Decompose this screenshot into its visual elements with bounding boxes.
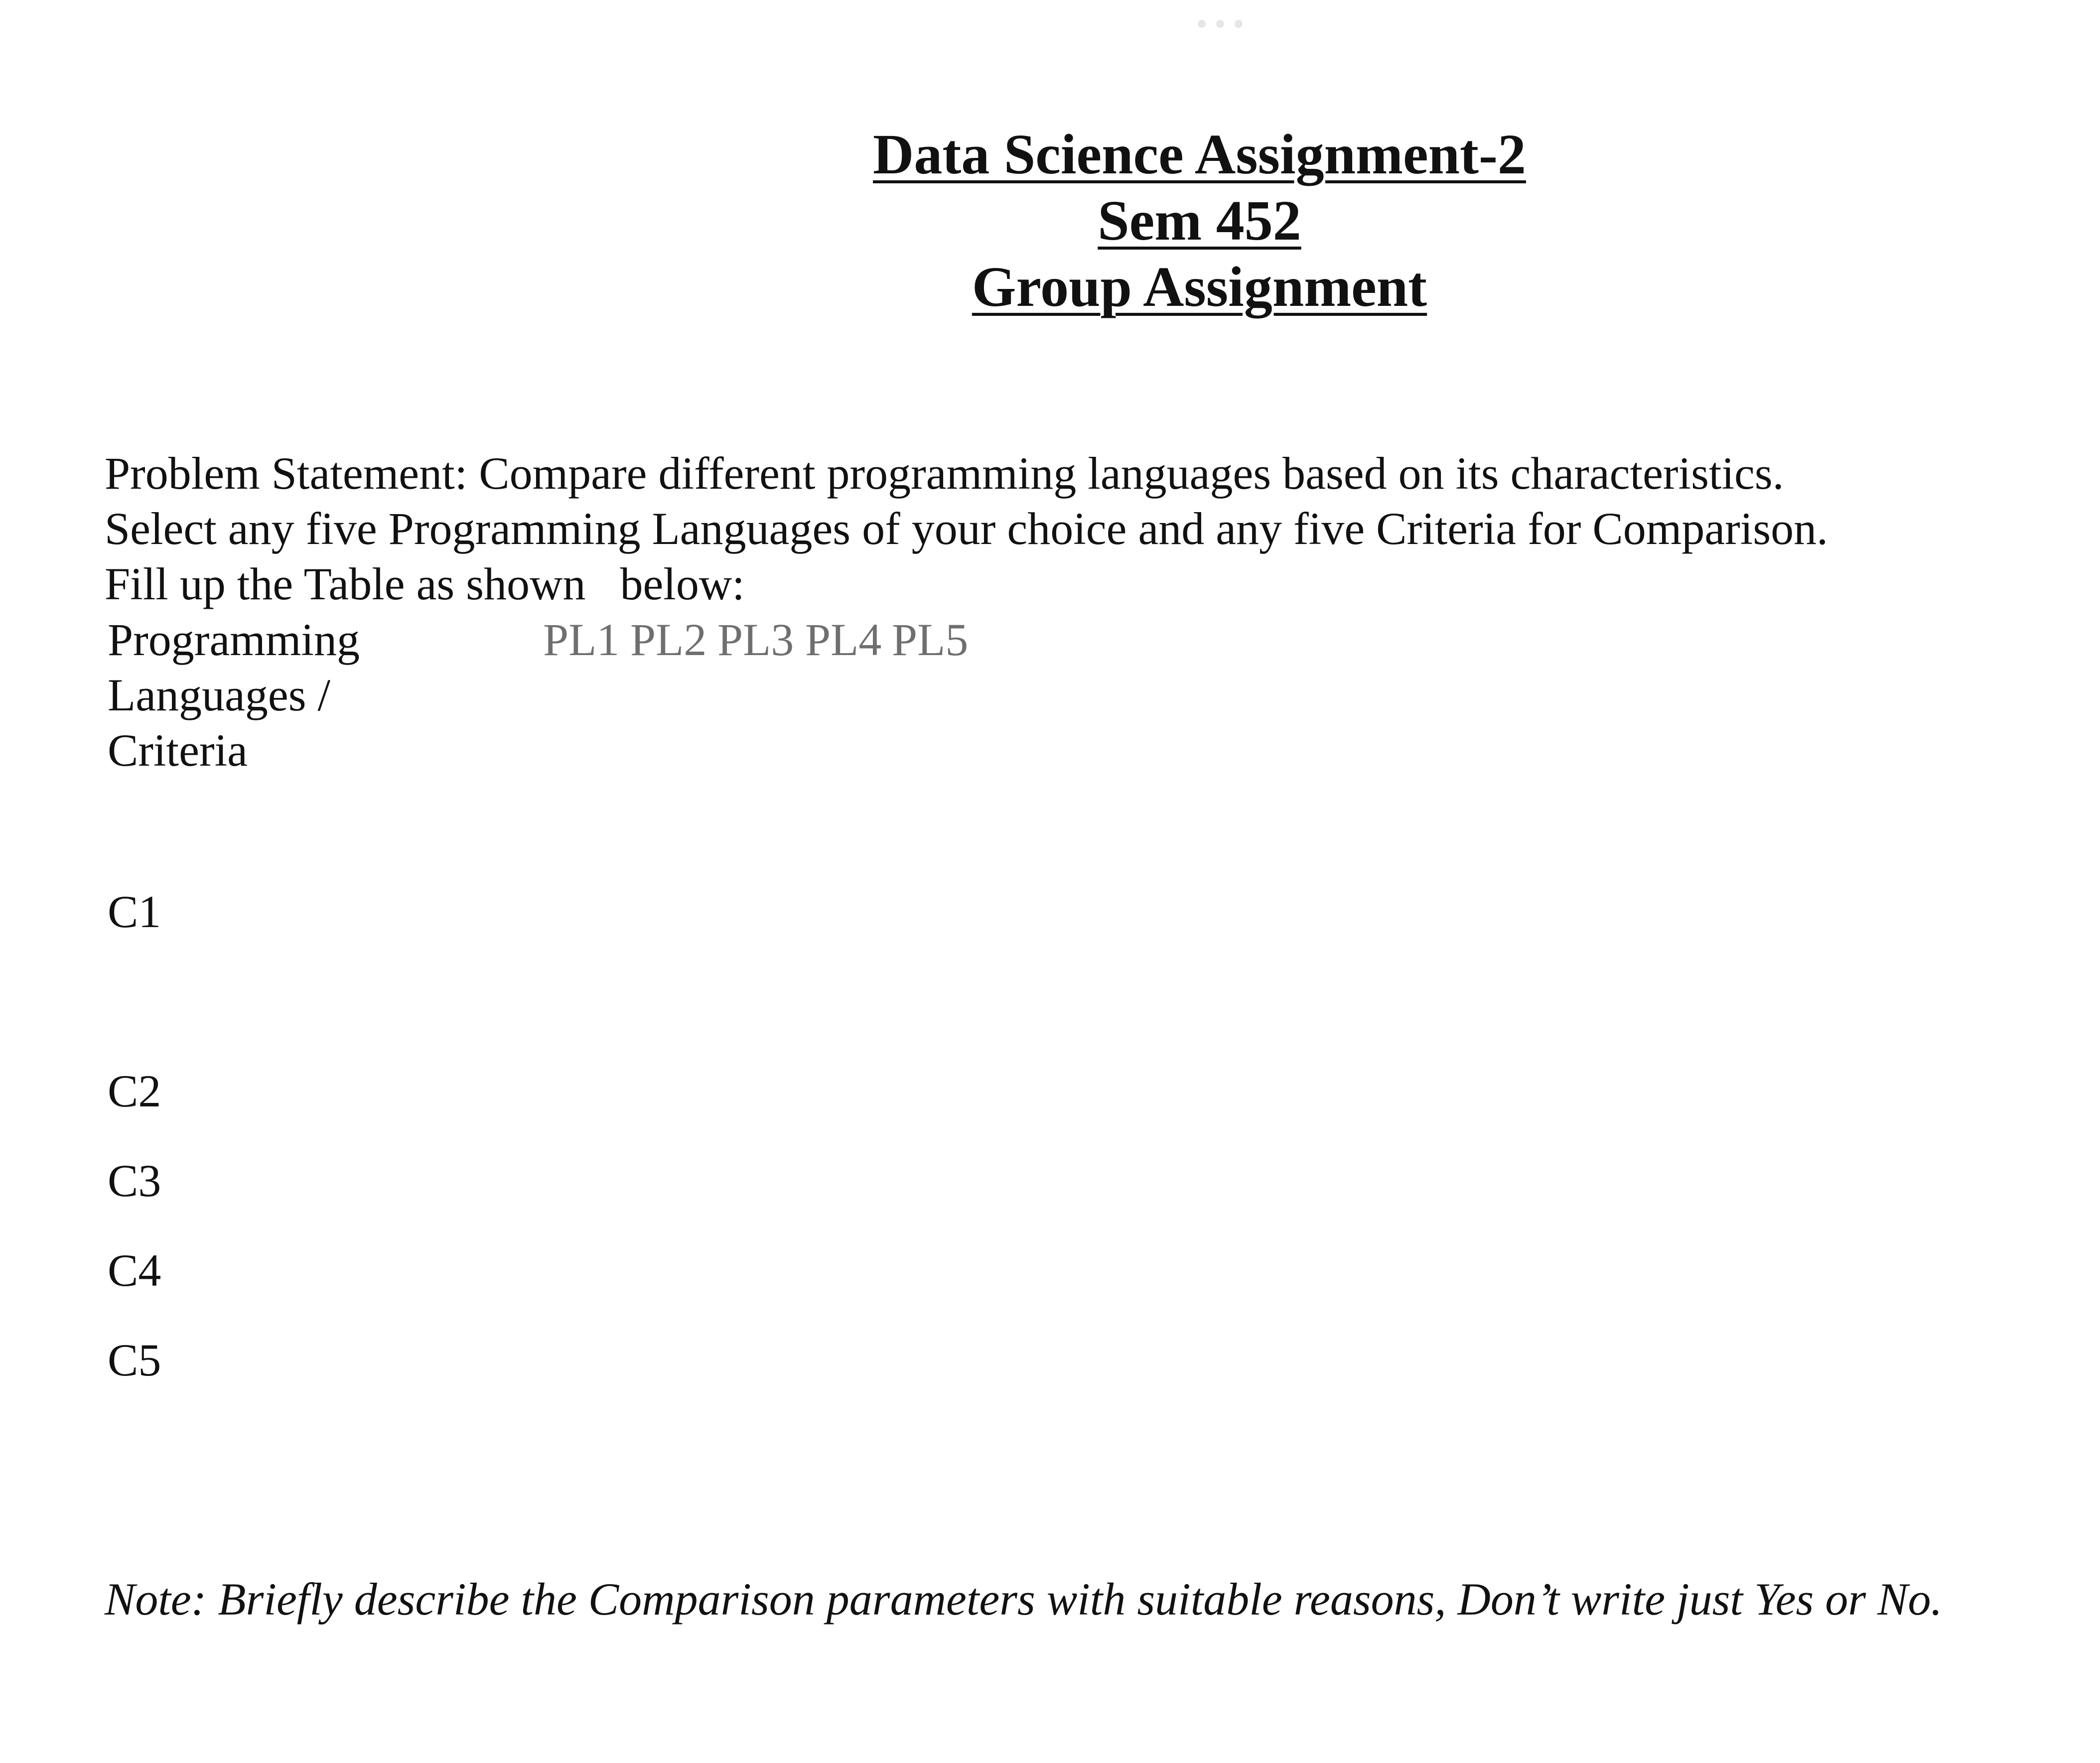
- table-corner-label-line-3: Criteria: [108, 725, 248, 776]
- drag-handle-dots: [1198, 19, 1243, 29]
- criteria-row-label: C5: [108, 1335, 161, 1385]
- dot-icon: [1235, 20, 1243, 28]
- table-corner-label-line-2: Languages /: [108, 670, 331, 720]
- criteria-row-label: C1: [108, 886, 161, 937]
- language-column-header: PL4: [805, 614, 882, 665]
- table-corner-label-line-1: Programming: [108, 614, 360, 665]
- note-text: Note: Briefly describe the Comparison parameters with suitable reasons, Don’t write just Yes or No.: [105, 1574, 1943, 1625]
- criteria-row-label: C3: [108, 1155, 161, 1206]
- language-column-header: PL5: [892, 614, 969, 665]
- criteria-row-label: C4: [108, 1245, 161, 1296]
- language-column-header: PL2: [630, 614, 707, 665]
- language-column-header: PL3: [717, 614, 794, 665]
- semester-heading: Sem 452: [1098, 189, 1301, 252]
- group-assignment-heading: Group Assignment: [972, 255, 1427, 318]
- language-column-header: PL1: [543, 614, 620, 665]
- dot-icon: [1216, 20, 1224, 28]
- document-title: Data Science Assignment-2: [873, 123, 1526, 186]
- criteria-row-label: C2: [108, 1066, 161, 1116]
- problem-statement-line-1: Problem Statement: Compare different programming languages based on its characteristics.: [105, 448, 1784, 499]
- dot-icon: [1198, 20, 1206, 28]
- problem-statement-line-2: Select any five Programming Languages of your choice and any five Criteria for Comparison.: [105, 503, 1828, 554]
- problem-statement-line-3: Fill up the Table as shown below:: [105, 558, 745, 609]
